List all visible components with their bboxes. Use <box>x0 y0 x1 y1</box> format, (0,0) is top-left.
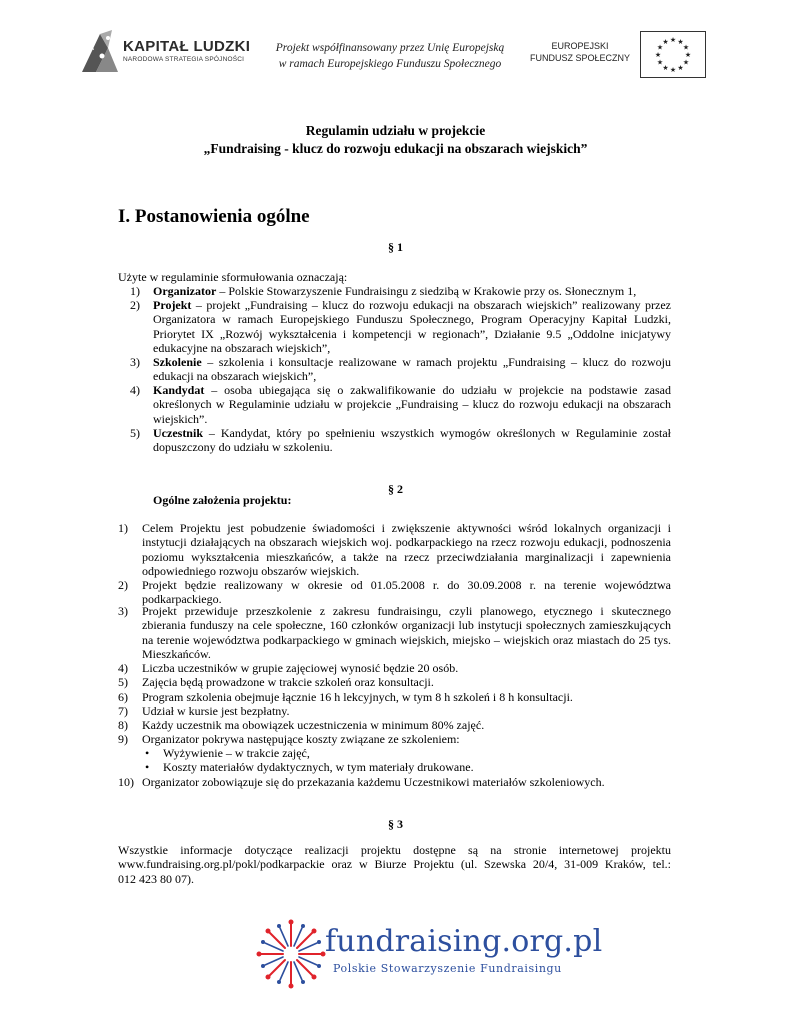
svg-text:★: ★ <box>669 36 677 44</box>
definition-term: Uczestnik <box>153 426 203 440</box>
list-item <box>142 578 671 607</box>
section-heading: I. Postanowienia ogólne <box>118 206 310 227</box>
definition-text: – Kandydat, który po spełnieniu wszystkich wymogów określonych w Regulaminie został <box>203 426 671 440</box>
list-item: Zajęcia będą prowadzone w trakcie szkoleń oraz konsultacji. <box>142 675 434 689</box>
definition-item <box>153 284 671 298</box>
bullet-item: Wyżywienie – w trakcie zajęć, <box>163 746 310 760</box>
definition-text: – Polskie Stowarzyszenie Fundraisingu z siedzibą w Krakowie przy os. Słonecznym 1, <box>216 284 637 298</box>
fundraising-brand: fundraising.org.pl <box>325 924 603 959</box>
list-number: 7) <box>118 704 128 718</box>
list-number: 4) <box>118 661 128 675</box>
definition-text: – szkolenia i konsultacje realizowane w ramach projektu „Fundraising – klucz do rozwoju <box>201 355 671 369</box>
efs-line-2: FUNDUSZ SPOŁECZNY <box>529 53 630 63</box>
svg-text:★: ★ <box>684 51 692 59</box>
eu-flag <box>640 31 706 78</box>
svg-text:★: ★ <box>662 64 669 72</box>
definition-term: Organizator <box>153 284 217 298</box>
list-item-line: Celem Projektu jest pobudzenie świadomości i zwiększenie aktywności wśród lokalnych organizacji i <box>142 521 671 535</box>
kapital-ludzki-subtitle: NARODOWA STRATEGIA SPÓJNOŚCI <box>123 56 245 63</box>
svg-text:★: ★ <box>682 58 690 67</box>
definition-term: Projekt <box>153 298 192 312</box>
section1-intro: Użyte w regulaminie sformułowania oznaczają: <box>118 270 348 284</box>
header-project-line-1: Projekt współfinansowany przez Unię Europejską <box>275 42 505 54</box>
section3-line: Wszystkie informacje dotyczące realizacji projektu dostępne są na stronie internetowej projektu <box>118 843 671 857</box>
svg-text:★: ★ <box>677 38 684 46</box>
list-item: Liczba uczestników w grupie zajęciowej wynosić będzie 20 osób. <box>142 661 459 675</box>
svg-text:★: ★ <box>656 58 664 67</box>
list-number: 1) <box>118 521 128 535</box>
svg-text:★: ★ <box>656 43 664 52</box>
section3-text <box>118 843 671 886</box>
document-title: Regulamin udziału w projekcie <box>305 123 486 138</box>
definition-text: dopuszczony do udziału w szkoleniu. <box>153 440 333 455</box>
kapital-ludzki-emblem-icon <box>78 28 124 78</box>
list-item-line: poziomu wykształcenia mieszkańców, a także na rzecz przeciwdziałania marginalizacji i zapewnienia <box>142 549 671 564</box>
document-subtitle: „Fundraising - klucz do rozwoju edukacji na obszarach wiejskich” <box>203 141 588 156</box>
list-item: Każdy uczestnik ma obowiązek uczestniczenia w minimum 80% zajęć. <box>142 718 485 732</box>
paragraph-mark-3: § 3 <box>388 817 403 831</box>
list-item-line: podkarpackiego. <box>142 592 222 607</box>
definition-text: Organizatora w ramach Europejskiego Funduszu Społecznego, Program Operacyjny Kapitał Ludzki, <box>153 312 671 327</box>
svg-text:★: ★ <box>669 66 677 74</box>
definition-item <box>153 355 671 384</box>
starburst-icon <box>255 918 327 990</box>
bullet-icon: • <box>145 746 150 760</box>
list-number: 2) <box>118 578 128 592</box>
section3-line: www.fundraising.org.pl/pokl/podkarpackie oraz w Biurze Projektu (ul. Szewska 20/4, 31-009 Kraków, tel.: <box>118 857 671 872</box>
definition-text: wiejskich”. <box>153 411 208 426</box>
kapital-ludzki-name: KAPITAŁ LUDZKI <box>123 38 251 55</box>
list-item-line: zbierania funduszy na cele społeczne, 160 członków organizacji lub instytucji społecznych zamieszkujących <box>142 618 671 633</box>
paragraph-mark-2: § 2 <box>388 482 403 496</box>
list-item-line: Mieszkańców. <box>142 646 211 661</box>
svg-text:★: ★ <box>654 51 662 59</box>
section3-line: 012 423 80 07). <box>118 871 194 886</box>
svg-text:★: ★ <box>662 38 669 46</box>
definition-text: – projekt „Fundraising – klucz do rozwoju edukacji na obszarach wiejskich” realizowany przez <box>191 298 671 312</box>
definition-term: Szkolenie <box>153 355 202 369</box>
list-item-line: odpowiedniego rozwoju obszarów wiejskich. <box>142 563 360 578</box>
definition-number: 4) <box>130 383 140 397</box>
list-item <box>142 604 671 661</box>
list-item: Organizator zobowiązuje się do przekazania każdemu Uczestnikowi materiałów szkoleniowych. <box>142 775 605 789</box>
definition-text: – osoba ubiegająca się o zakwalifikowanie do udziału w projekcie na podstawie zasad <box>204 383 671 397</box>
definition-text: edukacyjne na obszarach wiejskich”, <box>153 340 331 355</box>
definition-text: określonych w Regulaminie udziału w projekcie „Fundraising – klucz do rozwoju edukacji na obszarach <box>153 397 671 412</box>
list-number: 3) <box>118 604 128 618</box>
list-item: Program szkolenia obejmuje łącznie 16 h lekcyjnych, w tym 8 h szkoleń i 8 h konsultacji. <box>142 690 573 704</box>
svg-text:★: ★ <box>677 64 684 72</box>
bullet-icon: • <box>145 760 150 774</box>
list-item-line: Projekt przewiduje przeszkolenie z zakresu fundraisingu, czyli planowego, etycznego i skutecznego <box>142 604 671 618</box>
fundraising-brand-subtitle: Polskie Stowarzyszenie Fundraisingu <box>333 962 562 975</box>
list-item <box>142 521 671 578</box>
definition-number: 1) <box>130 284 140 298</box>
header-project-note <box>260 40 520 72</box>
eu-stars-icon <box>641 32 705 77</box>
definition-item <box>153 298 671 355</box>
definition-number: 3) <box>130 355 140 369</box>
definition-term: Kandydat <box>153 383 205 397</box>
definition-text: edukacji na obszarach wiejskich”, <box>153 369 317 384</box>
definition-item <box>153 426 671 455</box>
list-number: 10) <box>118 775 134 789</box>
definition-item <box>153 383 671 426</box>
list-item: Organizator pokrywa następujące koszty związane ze szkoleniem: <box>142 732 460 746</box>
list-item-line: na terenie województwa podkarpackiego w gminach wiejskich, miejsko – wiejskich oraz miastach do 25 tys. <box>142 632 671 647</box>
efs-label <box>525 40 635 64</box>
list-number: 5) <box>118 675 128 689</box>
definition-text: Priorytet IX „Rozwój wykształcenia i kompetencji w regionach”, Działanie 9.5 „Oddolne inicjatywy <box>153 326 671 341</box>
bullet-item: Koszty materiałów dydaktycznych, w tym materiały drukowane. <box>163 760 474 774</box>
svg-text:★: ★ <box>682 43 690 52</box>
efs-line-1: EUROPEJSKI <box>551 41 609 51</box>
list-item-line: instytucji działających na obszarach wiejskich woj. podkarpackiego na rzecz rozwoju edukacji, podnoszenia <box>142 535 671 550</box>
list-item-line: Projekt będzie realizowany w okresie od 01.05.2008 r. do 30.09.2008 r. na terenie województwa <box>142 578 671 592</box>
fundraising-logo-mark <box>255 918 327 990</box>
list-number: 6) <box>118 690 128 704</box>
paragraph-mark-1: § 1 <box>388 240 403 254</box>
definition-number: 5) <box>130 426 140 440</box>
definition-number: 2) <box>130 298 140 312</box>
list-number: 8) <box>118 718 128 732</box>
list-item: Udział w kursie jest bezpłatny. <box>142 704 290 718</box>
header-project-line-2: w ramach Europejskiego Funduszu Społecznego <box>278 58 502 70</box>
section2-subheading: Ogólne założenia projektu: <box>153 493 292 507</box>
list-number: 9) <box>118 732 128 746</box>
